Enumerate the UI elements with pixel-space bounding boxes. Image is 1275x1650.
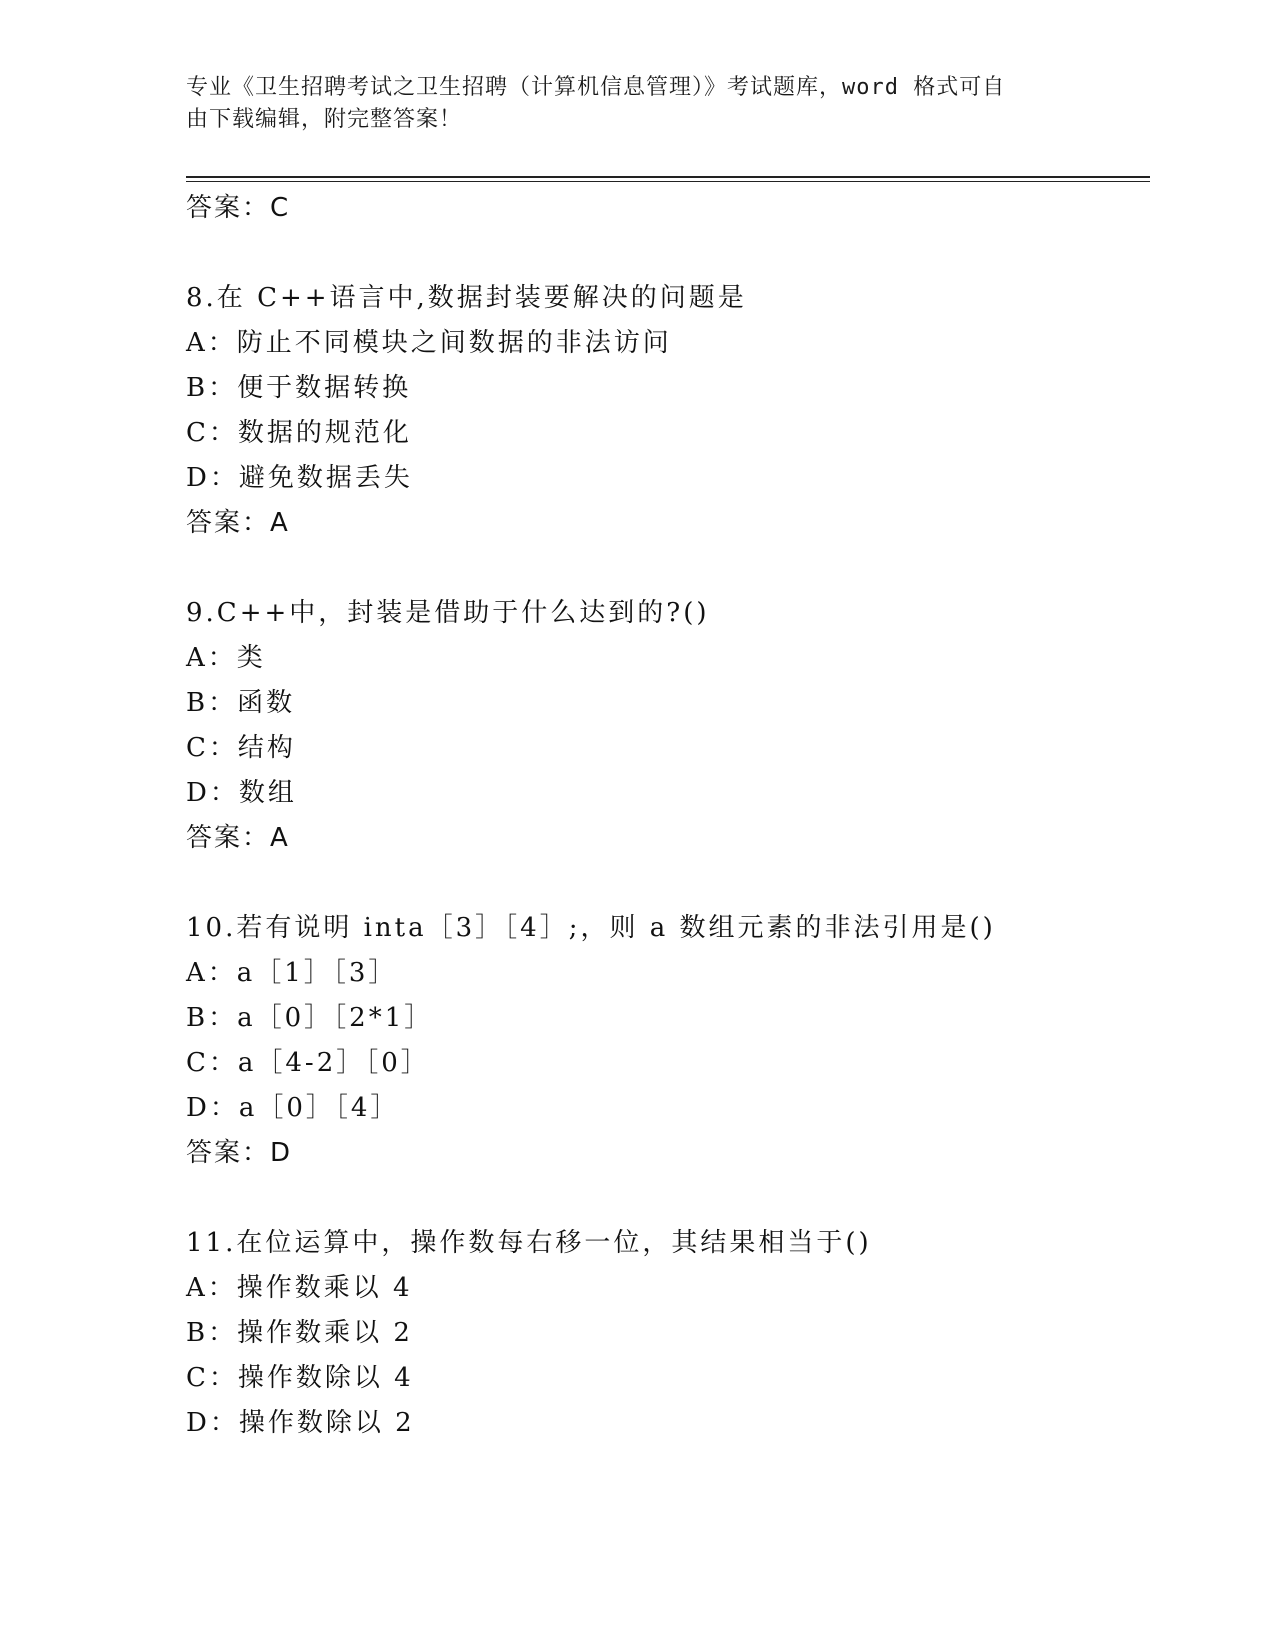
question-9-answer: 答案：A (186, 823, 290, 853)
question-8-stem: 8.在 C++语言中,数据封装要解决的问题是 (186, 283, 747, 313)
question-9-option-b: B：函数 (186, 688, 296, 718)
question-10-option-a: A：a［1］［3］ (186, 958, 398, 988)
question-9-stem: 9.C++中，封装是借助于什么达到的?() (186, 598, 710, 628)
question-9-option-c: C：结构 (186, 733, 296, 763)
question-10-option-c: C：a［4-2］［0］ (186, 1048, 430, 1078)
header-divider-thick (186, 176, 1150, 178)
question-11-option-d: D：操作数除以 2 (186, 1408, 415, 1438)
question-10-stem: 10.若有说明 inta［3］［4］;，则 a 数组元素的非法引用是() (186, 913, 996, 943)
question-10-option-b: B：a［0］［2*1］ (186, 1003, 434, 1033)
question-11-stem: 11.在位运算中，操作数每右移一位，其结果相当于() (186, 1228, 872, 1258)
question-11-option-b: B：操作数乘以 2 (186, 1318, 413, 1348)
question-8-option-c: C：数据的规范化 (186, 418, 412, 448)
question-10-option-d: D：a［0］［4］ (186, 1093, 400, 1123)
header-line-1: 专业《卫生招聘考试之卫生招聘（计算机信息管理）》考试题库，word 格式可自 (186, 75, 1006, 100)
question-8-option-a: A：防止不同模块之间数据的非法访问 (186, 328, 672, 358)
question-8-answer: 答案：A (186, 508, 290, 538)
header-line-2: 由下载编辑，附完整答案！ (186, 107, 463, 132)
document-header (186, 72, 1086, 136)
question-8-option-b: B：便于数据转换 (186, 373, 412, 403)
question-8-option-d: D：避免数据丢失 (186, 463, 413, 493)
question-9-option-d: D：数组 (186, 778, 297, 808)
question-11-option-c: C：操作数除以 4 (186, 1363, 414, 1393)
answer-previous: 答案：C (186, 193, 291, 223)
question-10-answer: 答案：D (186, 1138, 293, 1168)
header-divider-thin (186, 181, 1150, 182)
question-11-option-a: A：操作数乘以 4 (186, 1273, 413, 1303)
question-9-option-a: A：类 (186, 643, 266, 673)
